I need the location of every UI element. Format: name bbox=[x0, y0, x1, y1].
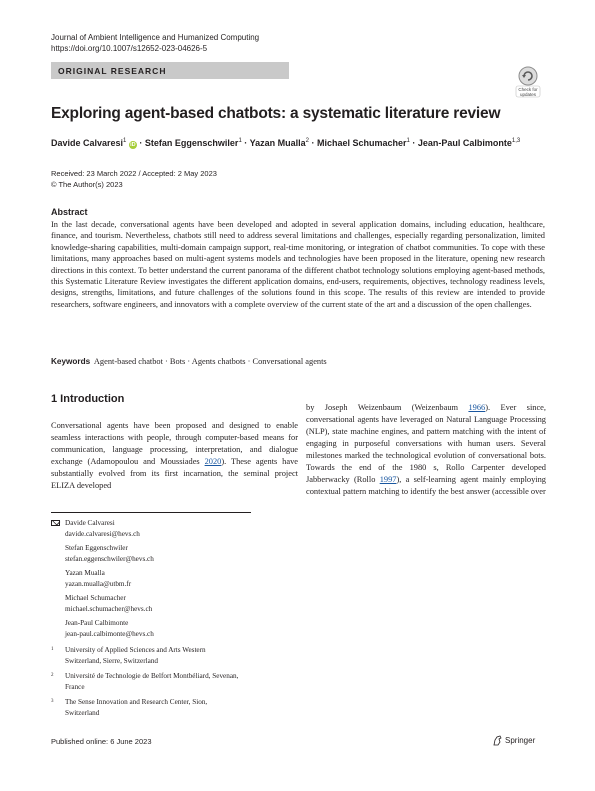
author-affiliation-mark: 1 bbox=[406, 138, 410, 144]
affiliation-line: France bbox=[65, 683, 85, 691]
affiliation-line: Switzerland bbox=[65, 709, 100, 717]
author-name[interactable]: Jean-Paul Calbimonte bbox=[417, 138, 512, 148]
orcid-icon[interactable]: iD bbox=[130, 142, 136, 148]
springer-horse-icon bbox=[492, 735, 503, 746]
author-affiliation-mark: 2 bbox=[305, 138, 309, 144]
intro-paragraph-text: ), a self-learning agent mainly employing contextual pattern matching to identify the best answer (accessible over bbox=[306, 475, 546, 496]
abstract-heading: Abstract bbox=[51, 207, 88, 217]
citation-link[interactable]: 1966 bbox=[468, 403, 486, 412]
contact-email[interactable]: jean-paul.calbimonte@hevs.ch bbox=[65, 630, 154, 638]
author-name[interactable]: Stefan Eggenschwiler bbox=[144, 138, 239, 148]
copyright-line: © The Author(s) 2023 bbox=[51, 180, 123, 189]
correspondence-block bbox=[51, 518, 311, 728]
publisher-logo bbox=[505, 736, 535, 745]
author-affiliation-mark: 1 bbox=[238, 138, 242, 144]
published-online-date: Published online: 6 June 2023 bbox=[51, 737, 152, 746]
abstract-text: In the last decade, conversational agents have been developed and adopted in several application domains, including education, healthcare, finance, and tourism. Nevertheless, chatbots still need to address several limitations and challenges, especially regarding personalization, limited knowledge-sharing capabilities, multi-domain campaign support, real-time monitoring, or integration of chatbot communities. To cope with these limitations, many approaches based on multi-agent systems models and technologies have been proposed in the literature, opening new research directions in this context. To better understand the current panorama of the different chatbot technology solutions employing agent-based methods, this Systematic Literature Review investigates the different application domains, end-users, requirements, objectives, technology readiness levels, designs, strengths, limitations, and future challenges of the solutions found in this scope. The results of this review are intended to provide researchers, software engineers, and innovators with a complete overview of the current state of the art and a discussion of the open challenges. bbox=[51, 220, 545, 309]
article-type-label: ORIGINAL RESEARCH bbox=[58, 66, 167, 76]
intro-paragraph-text: Conversational agents have been proposed and designed to enable seamless interactions with people, through computer-based means for communication, language processing, interpretation, and dialogue exchange (Adamopoulou and Moussiades bbox=[51, 421, 298, 466]
affiliation-number: 2 bbox=[51, 673, 54, 678]
journal-header bbox=[51, 32, 259, 54]
publication-dates bbox=[51, 168, 217, 190]
affiliation-line: Université de Technologie de Belfort Montbéliard, Sevenan, bbox=[65, 672, 239, 680]
keywords-label: Keywords bbox=[51, 357, 91, 366]
intro-paragraph-text: ). Ever since, conversational agents have leveraged on Natural Language Processing (NLP), state machine engines, and pattern matching with the intent of engaging in purposeful conversations with human users. Several milestones marked the technological evolution of conversational bots. Towards the end of the 1980 s, Rollo Carpenter developed Jabberwacky (Rollo bbox=[306, 403, 546, 484]
keywords-list: Agent-based chatbot · Bots · Agents chatbots · Conversational agents bbox=[93, 357, 327, 366]
received-accepted-dates: Received: 23 March 2022 / Accepted: 2 May 2023 bbox=[51, 169, 217, 178]
author-list: Davide Calvaresi$^1$ iD · Stefan Eggenschwiler$^1$ · Yazan Mualla$^2$ · Michael Schumacher$^1$ · Jean-Paul Calbimonte$^{1,3}$ bbox=[51, 138, 521, 148]
author-affiliation-mark: 1 bbox=[123, 138, 127, 144]
affiliation-number: 1 bbox=[51, 647, 54, 652]
contact-name: Davide Calvaresi bbox=[65, 519, 115, 527]
contact-name: Jean-Paul Calbimonte bbox=[65, 619, 129, 627]
affiliation-line: Switzerland, Sierre, Switzerland bbox=[65, 657, 159, 665]
envelope-icon bbox=[51, 520, 60, 526]
contact-name: Yazan Mualla bbox=[65, 569, 105, 577]
intro-right-column bbox=[306, 402, 546, 498]
citation-link[interactable]: 1997 bbox=[379, 475, 397, 484]
check-for-updates-badge[interactable] bbox=[510, 65, 546, 99]
contact-name: Michael Schumacher bbox=[65, 594, 126, 602]
intro-left-column bbox=[51, 420, 298, 492]
contact-email[interactable]: michael.schumacher@hevs.ch bbox=[65, 605, 153, 613]
paper-title: Exploring agent-based chatbots: a systematic literature review bbox=[51, 105, 501, 122]
author-name[interactable]: Michael Schumacher bbox=[317, 138, 407, 148]
author-name[interactable]: Yazan Mualla bbox=[249, 138, 306, 148]
contact-entry bbox=[65, 568, 131, 590]
contact-entry bbox=[65, 618, 154, 640]
contact-email[interactable]: stefan.eggenschwiler@hevs.ch bbox=[65, 555, 154, 563]
footnote-divider bbox=[51, 512, 251, 513]
affiliation-number: 3 bbox=[51, 699, 54, 704]
publisher-name: Springer bbox=[505, 736, 536, 745]
intro-paragraph-text: by Joseph Weizenbaum (Weizenbaum bbox=[306, 403, 469, 412]
keywords-line bbox=[51, 357, 327, 366]
check-updates-label: Check for updates bbox=[518, 87, 538, 97]
contact-email[interactable]: davide.calvaresi@hevs.ch bbox=[65, 530, 140, 538]
journal-name: Journal of Ambient Intelligence and Humanized Computing bbox=[51, 33, 260, 42]
contact-email[interactable]: yazan.mualla@utbm.fr bbox=[65, 580, 132, 588]
intro-paragraph-text: ). These agents have substantially evolved from its first incarnation, the seminal project ELIZA developed bbox=[51, 457, 298, 490]
contact-entry bbox=[65, 593, 152, 615]
section-heading-introduction: 1 Introduction bbox=[51, 393, 125, 405]
affiliation-line: University of Applied Sciences and Arts Western bbox=[65, 646, 206, 654]
author-affiliation-mark: 1,3 bbox=[511, 138, 521, 144]
contact-name: Stefan Eggenschwiler bbox=[65, 544, 128, 552]
citation-link[interactable]: 2020 bbox=[204, 457, 222, 466]
author-name[interactable]: Davide Calvaresi bbox=[51, 138, 124, 148]
contact-entry bbox=[65, 543, 154, 565]
doi-link[interactable]: https://doi.org/10.1007/s12652-023-04626-5 bbox=[51, 44, 208, 53]
contact-entry bbox=[65, 518, 140, 540]
affiliation-line: The Sense Innovation and Research Center, Sion, bbox=[65, 698, 208, 706]
